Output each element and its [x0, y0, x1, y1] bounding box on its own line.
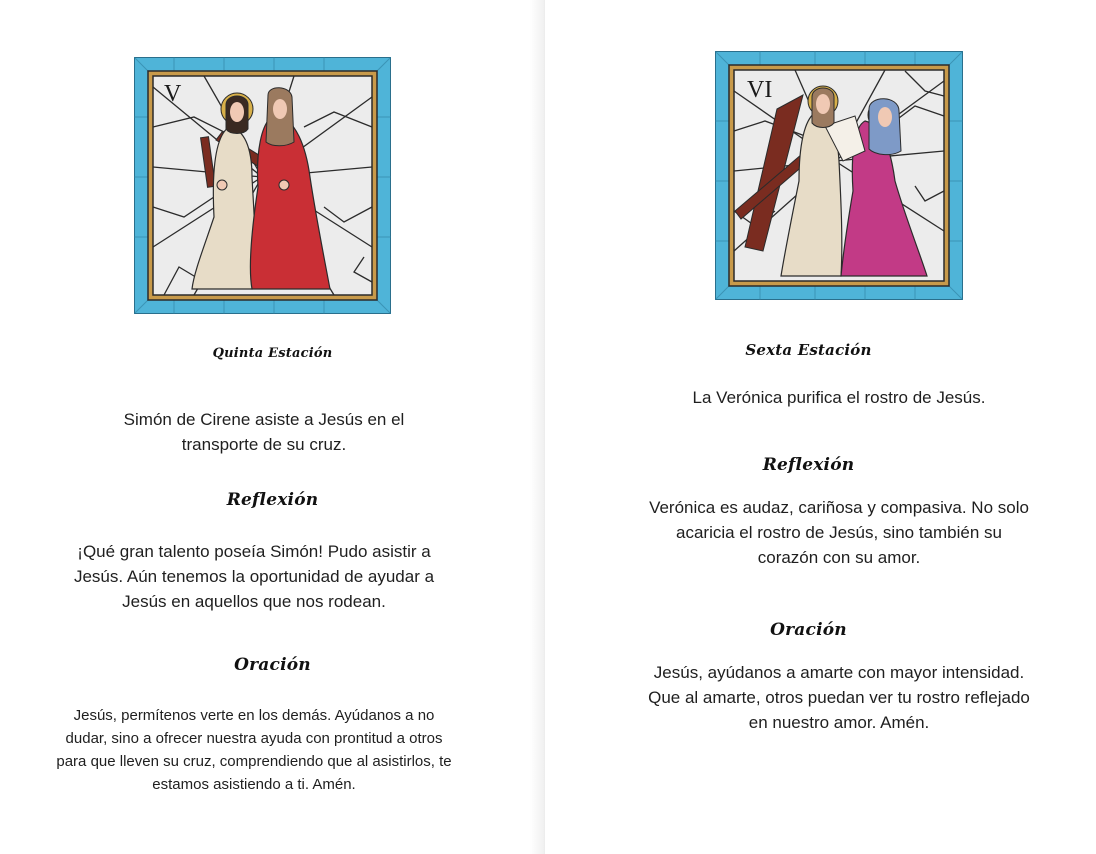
station-v-oracion-text: Jesús, permítenos verte en los demás. Ayúdanos a no dudar, sino a ofrecer nuestra ayuda con prontitud a otros para que lleven su cruz, comprendiendo que al asistirlos, te estamos asistiendo a ti. Amén. — [56, 707, 452, 793]
station-vi-title: Sexta Estación — [745, 341, 872, 359]
station-v-title: Quinta Estación — [212, 346, 333, 361]
left-page — [0, 0, 545, 854]
station-vi-oracion-title: Oración — [770, 620, 847, 640]
station-v-oracion-title: Oración — [234, 655, 311, 675]
station-v-numeral: V — [164, 81, 182, 107]
station-vi-stained-glass-image — [715, 51, 963, 300]
station-v-reflexion-text: ¡Qué gran talento poseía Simón! Pudo asistir a Jesús. Aún tenemos la oportunidad de ayudar a Jesús en aquellos que nos rodean. — [73, 542, 435, 611]
station-v-stained-glass-image — [134, 57, 391, 314]
station-v-reflexion-title: Reflexión — [226, 490, 319, 510]
station-vi-reflexion-text: Verónica es audaz, cariñosa y compasiva. No solo acaricia el rostro de Jesús, sino también su corazón con su amor. — [649, 498, 1029, 567]
station-v-description: Simón de Cirene asiste a Jesús en el transporte de su cruz. — [123, 410, 405, 454]
station-vi-reflexion-title: Reflexión — [762, 455, 855, 475]
station-vi-oracion-text: Jesús, ayúdanos a amarte con mayor intensidad. Que al amarte, otros puedan ver tu rostro reflejado en nuestro amor. Amén. — [648, 663, 1030, 732]
station-vi-description: La Verónica purifica el rostro de Jesús. — [692, 388, 986, 407]
right-page — [545, 0, 1096, 854]
station-vi-numeral: VI — [747, 77, 773, 103]
